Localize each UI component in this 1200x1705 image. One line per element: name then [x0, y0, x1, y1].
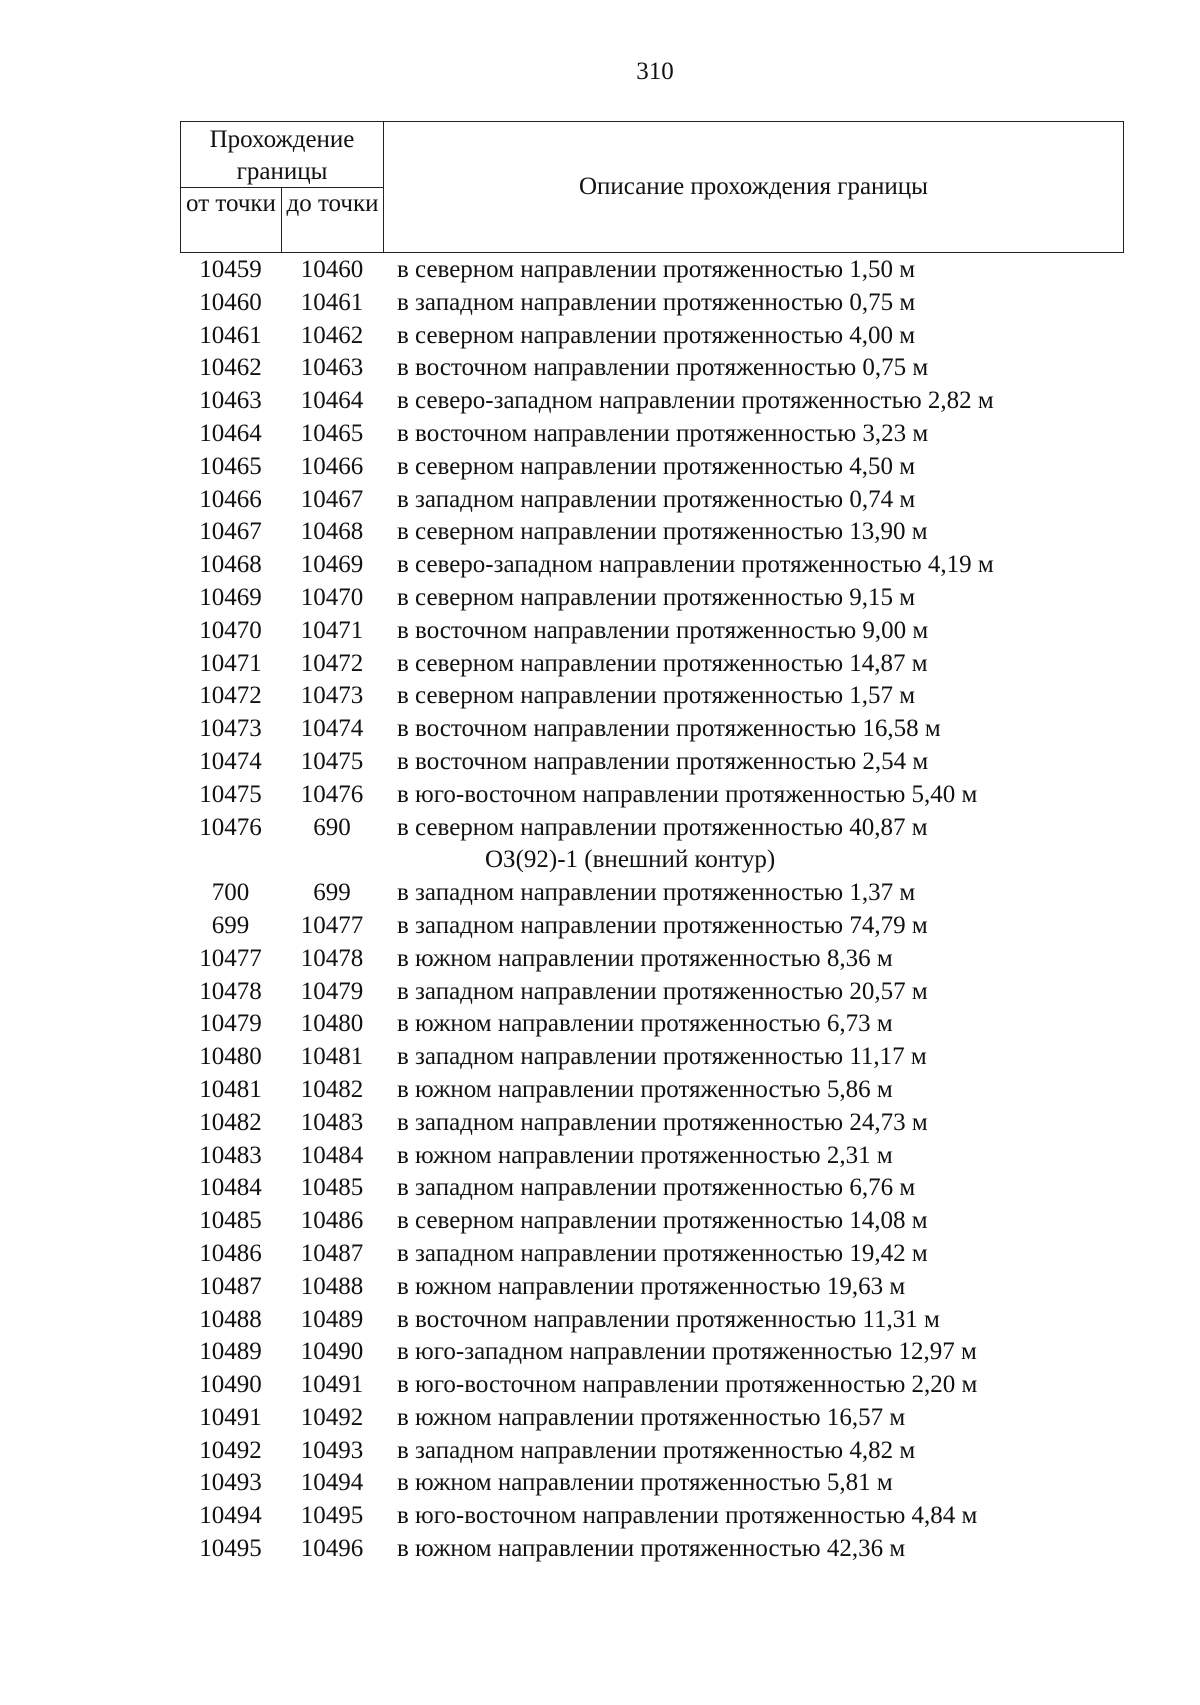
- description-cell: в западном направлении протяженностью 19,42 м: [397, 1239, 928, 1267]
- description-cell: в восточном направлении протяженностью 3,23 м: [397, 419, 929, 447]
- to-point-cell: 10467: [300, 485, 364, 513]
- description-cell: в западном направлении протяженностью 74,79 м: [397, 911, 928, 939]
- from-point-cell: 10485: [199, 1207, 262, 1235]
- to-point-cell: 10468: [300, 518, 364, 546]
- description-cell: в южном направлении протяженностью 6,73 м: [397, 1010, 893, 1038]
- description-cell: в западном направлении протяженностью 11,17 м: [397, 1043, 927, 1071]
- to-point-cell: 10492: [300, 1403, 364, 1431]
- from-point-cell: 10481: [199, 1075, 262, 1103]
- description-cell: в западном направлении протяженностью 20,57 м: [397, 977, 928, 1005]
- table-row: [180, 254, 1124, 287]
- to-point-cell: 10480: [300, 1010, 364, 1038]
- from-point-cell: 10471: [199, 649, 262, 677]
- header-from-point: от точки: [181, 188, 282, 252]
- table-row: [180, 1238, 1124, 1271]
- to-point-cell: 10489: [300, 1305, 364, 1333]
- table-row: [180, 1369, 1124, 1402]
- to-point-cell: 10478: [300, 944, 364, 972]
- table-row: [180, 648, 1124, 681]
- header-description: Описание прохождения границы: [579, 173, 928, 200]
- from-point-cell: 10469: [199, 583, 262, 611]
- header-passage: Прохождение границы: [181, 122, 384, 188]
- to-point-cell: 10465: [300, 419, 364, 447]
- from-point-cell: 699: [211, 911, 250, 939]
- description-cell: в западном направлении протяженностью 6,76 м: [397, 1174, 916, 1202]
- description-cell: в западном направлении протяженностью 24,73 м: [397, 1108, 928, 1136]
- description-cell: в юго-восточном направлении протяженностью 4,84 м: [397, 1502, 978, 1530]
- from-point-cell: 10486: [199, 1239, 262, 1267]
- from-point-cell: 10459: [199, 256, 262, 283]
- description-cell: в восточном направлении протяженностью 11,31 м: [397, 1305, 940, 1333]
- to-point-cell: 10486: [300, 1207, 364, 1235]
- from-point-cell: 10472: [199, 682, 262, 710]
- page-number: 310: [636, 58, 674, 85]
- table-row: [180, 713, 1124, 746]
- to-point-cell: 10472: [300, 649, 364, 677]
- description-cell: в северо-западном направлении протяженностью 2,82 м: [397, 387, 994, 415]
- to-point-cell: 10462: [300, 321, 364, 349]
- to-point-cell: 10491: [300, 1371, 364, 1399]
- description-cell: в юго-восточном направлении протяженностью 2,20 м: [397, 1371, 978, 1399]
- from-point-cell: 10494: [199, 1502, 262, 1530]
- from-point-cell: 10488: [199, 1305, 262, 1333]
- table-row: [180, 418, 1124, 451]
- to-point-cell: 10483: [300, 1108, 364, 1136]
- from-point-cell: 10467: [199, 518, 262, 546]
- to-point-cell: 10479: [300, 977, 364, 1005]
- from-point-cell: 10462: [199, 354, 262, 382]
- table-row: [180, 976, 1124, 1009]
- to-point-cell: 10469: [300, 551, 364, 579]
- description-cell: в северном направлении протяженностью 9,15 м: [397, 583, 916, 611]
- table-row: [180, 1041, 1124, 1074]
- to-point-cell: 10461: [300, 288, 364, 316]
- table-header: [180, 121, 1124, 253]
- to-point-cell: 10473: [300, 682, 364, 710]
- to-point-cell: 10481: [300, 1043, 364, 1071]
- table-row: [180, 877, 1124, 910]
- to-point-cell: 10474: [300, 715, 364, 743]
- description-cell: в северном направлении протяженностью 1,50 м: [397, 256, 916, 283]
- table-row: [180, 812, 1124, 845]
- from-point-cell: 10476: [199, 813, 262, 841]
- description-cell: в северном направлении протяженностью 4,50 м: [397, 452, 916, 480]
- description-cell: в юго-восточном направлении протяженностью 5,40 м: [397, 780, 978, 808]
- table-row: [180, 549, 1124, 582]
- from-point-cell: 10493: [199, 1469, 262, 1497]
- table-row: [180, 451, 1124, 484]
- description-cell: в южном направлении протяженностью 5,86 м: [397, 1075, 893, 1103]
- from-point-cell: 10484: [199, 1174, 262, 1202]
- description-cell: в северном направлении протяженностью 4,00 м: [397, 321, 916, 349]
- description-cell: в южном направлении протяженностью 5,81 м: [397, 1469, 893, 1497]
- description-cell: в южном направлении протяженностью 19,63 м: [397, 1272, 906, 1300]
- table-row: [180, 1304, 1124, 1337]
- from-point-cell: 10479: [199, 1010, 262, 1038]
- description-cell: в западном направлении протяженностью 1,37 м: [397, 879, 916, 907]
- section-title: ОЗ(92)-1 (внешний контур): [485, 846, 776, 874]
- to-point-cell: 10466: [300, 452, 364, 480]
- from-point-cell: 10463: [199, 387, 262, 415]
- from-point-cell: 700: [211, 879, 250, 907]
- table-row: [180, 1402, 1124, 1435]
- to-point-cell: 10471: [300, 616, 364, 644]
- to-point-cell: 10463: [300, 354, 364, 382]
- description-cell: в восточном направлении протяженностью 9,00 м: [397, 616, 929, 644]
- description-cell: в западном направлении протяженностью 0,74 м: [397, 485, 916, 513]
- from-point-cell: 10492: [199, 1436, 262, 1464]
- description-cell: в северном направлении протяженностью 1,57 м: [397, 682, 916, 710]
- table-row: [180, 352, 1124, 385]
- from-point-cell: 10468: [199, 551, 262, 579]
- to-point-cell: 690: [313, 813, 351, 841]
- table-row: [180, 1205, 1124, 1238]
- from-point-cell: 10460: [199, 288, 262, 316]
- from-point-cell: 10466: [199, 485, 262, 513]
- description-cell: в западном направлении протяженностью 4,82 м: [397, 1436, 916, 1464]
- table-row: [180, 943, 1124, 976]
- from-point-cell: 10465: [199, 452, 262, 480]
- description-cell: в северном направлении протяженностью 40,87 м: [397, 813, 928, 841]
- description-cell: в южном направлении протяженностью 8,36 м: [397, 944, 893, 972]
- to-point-cell: 10477: [300, 911, 364, 939]
- to-point-cell: 10464: [300, 387, 364, 415]
- to-point-cell: 10482: [300, 1075, 364, 1103]
- description-cell: в южном направлении протяженностью 42,36 м: [397, 1535, 906, 1563]
- table-row: [180, 582, 1124, 615]
- from-point-cell: 10475: [199, 780, 262, 808]
- from-point-cell: 10473: [199, 715, 262, 743]
- table-row: [180, 1140, 1124, 1173]
- description-cell: в восточном направлении протяженностью 2,54 м: [397, 747, 929, 775]
- table-row: [180, 615, 1124, 648]
- from-point-cell: 10490: [199, 1371, 262, 1399]
- header-to-point: до точки: [282, 188, 384, 252]
- boundary-table-body: [180, 254, 1124, 1566]
- to-point-cell: 10493: [300, 1436, 364, 1464]
- table-row: [180, 779, 1124, 812]
- to-point-cell: 10460: [300, 256, 364, 283]
- to-point-cell: 10485: [300, 1174, 364, 1202]
- to-point-cell: 10484: [300, 1141, 364, 1169]
- description-cell: в юго-западном направлении протяженностью 12,97 м: [397, 1338, 977, 1366]
- table-row: [180, 385, 1124, 418]
- description-cell: в северном направлении протяженностью 14,08 м: [397, 1207, 928, 1235]
- description-cell: в северо-западном направлении протяженностью 4,19 м: [397, 551, 994, 579]
- from-point-cell: 10461: [199, 321, 262, 349]
- description-cell: в северном направлении протяженностью 13,90 м: [397, 518, 928, 546]
- table-row: [180, 746, 1124, 779]
- table-row: [180, 516, 1124, 549]
- to-point-cell: 10487: [300, 1239, 364, 1267]
- table-row: [180, 680, 1124, 713]
- from-point-cell: 10495: [199, 1535, 262, 1563]
- from-point-cell: 10489: [199, 1338, 262, 1366]
- table-row: [180, 1435, 1124, 1468]
- from-point-cell: 10478: [199, 977, 262, 1005]
- from-point-cell: 10474: [199, 747, 262, 775]
- description-cell: в южном направлении протяженностью 16,57 м: [397, 1403, 906, 1431]
- to-point-cell: 699: [313, 879, 351, 907]
- table-row: [180, 1500, 1124, 1533]
- table-row: [180, 287, 1124, 320]
- table-row: [180, 1336, 1124, 1369]
- from-point-cell: 10482: [199, 1108, 262, 1136]
- description-cell: в южном направлении протяженностью 2,31 м: [397, 1141, 893, 1169]
- table-row: [180, 910, 1124, 943]
- to-point-cell: 10490: [300, 1338, 364, 1366]
- description-cell: в восточном направлении протяженностью 16,58 м: [397, 715, 941, 743]
- from-point-cell: 10487: [199, 1272, 262, 1300]
- table-row: [180, 1008, 1124, 1041]
- table-row: [180, 1533, 1124, 1566]
- table-row: [180, 1467, 1124, 1500]
- from-point-cell: 10470: [199, 616, 262, 644]
- table-row: [180, 1074, 1124, 1107]
- table-row: [180, 1271, 1124, 1304]
- to-point-cell: 10495: [300, 1502, 364, 1530]
- to-point-cell: 10496: [300, 1535, 364, 1563]
- description-cell: в северном направлении протяженностью 14,87 м: [397, 649, 928, 677]
- from-point-cell: 10464: [199, 419, 262, 447]
- to-point-cell: 10470: [300, 583, 364, 611]
- description-cell: в восточном направлении протяженностью 0,75 м: [397, 354, 929, 382]
- from-point-cell: 10491: [199, 1403, 262, 1431]
- to-point-cell: 10475: [300, 747, 364, 775]
- section-heading-row: [180, 844, 1124, 877]
- table-row: [180, 1107, 1124, 1140]
- description-cell: в западном направлении протяженностью 0,75 м: [397, 288, 916, 316]
- table-row: [180, 320, 1124, 353]
- to-point-cell: 10476: [300, 780, 364, 808]
- to-point-cell: 10494: [300, 1469, 364, 1497]
- from-point-cell: 10483: [199, 1141, 262, 1169]
- table-row: [180, 484, 1124, 517]
- to-point-cell: 10488: [300, 1272, 364, 1300]
- table-row: [180, 1172, 1124, 1205]
- from-point-cell: 10480: [199, 1043, 262, 1071]
- from-point-cell: 10477: [199, 944, 262, 972]
